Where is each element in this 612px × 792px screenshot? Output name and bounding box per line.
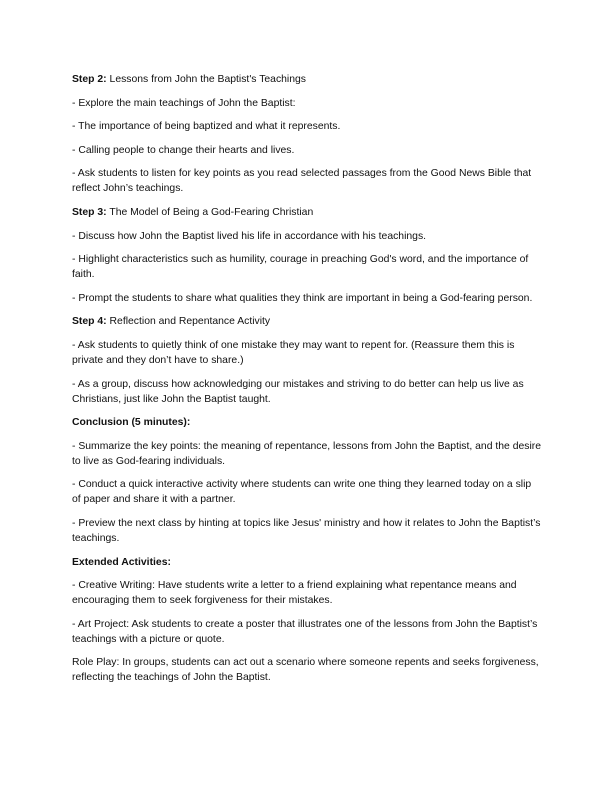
step-4-item-1: - Ask students to quietly think of one mistake they may want to repent for. (Reassure them this is private and they don’t have to share.) (72, 339, 515, 366)
extended-activities-heading: Extended Activities: (72, 556, 171, 568)
step-4-label: Step 4: (72, 316, 107, 328)
extended-item-3: Role Play: In groups, students can act out a scenario where someone repents and seeks forgiveness, reflecting the teachings of John the Baptist. (72, 657, 539, 684)
step-2-item-4: - Ask students to listen for key points as you read selected passages from the Good News Bible that reflect John’s teachings. (72, 168, 532, 195)
step-4-item-2: - As a group, discuss how acknowledging our mistakes and striving to do better can help us live as Christians, just like John the Baptist taught. (72, 378, 524, 405)
step-3-item-1: - Discuss how John the Baptist lived his life in accordance with his teachings. (72, 230, 427, 242)
step-3-item-3: - Prompt the students to share what qualities they think are important in being a God-fearing person. (72, 292, 533, 304)
step-2-item-3: - Calling people to change their hearts and lives. (72, 144, 295, 156)
conclusion-item-1: - Summarize the key points: the meaning of repentance, lessons from John the Baptist, and the desire to live as God-fearing individuals. (72, 440, 541, 467)
step-2-item-2: - The importance of being baptized and what it represents. (72, 121, 341, 133)
step-2-label: Step 2: (72, 74, 107, 85)
extended-item-2: - Art Project: Ask students to create a poster that illustrates one of the lessons from John the Baptist’s teachings with a picture or quote. (72, 618, 538, 645)
conclusion-item-2: - Conduct a quick interactive activity where students can write one thing they learned today on a slip of paper and share it with a partner. (72, 479, 532, 506)
document-page (72, 72, 542, 694)
step-3-heading (72, 205, 542, 220)
step-2-title: Lessons from John the Baptist's Teachings (106, 74, 306, 85)
step-3-title: The Model of Being a God-Fearing Christian (106, 206, 314, 218)
step-2-heading (72, 72, 542, 87)
conclusion-item-3: - Preview the next class by hinting at topics like Jesus' ministry and how it relates to John the Baptist’s teachings. (72, 517, 541, 544)
step-3-label: Step 3: (72, 206, 107, 218)
conclusion-heading: Conclusion (5 minutes): (72, 417, 191, 429)
step-4-title: Reflection and Repentance Activity (106, 316, 271, 328)
step-3-item-2: - Highlight characteristics such as humility, courage in preaching God's word, and the importance of faith. (72, 254, 529, 281)
extended-item-1: - Creative Writing: Have students write a letter to a friend explaining what repentance means and encouraging them to seek forgiveness for their mistakes. (72, 580, 517, 607)
step-2-item-1: - Explore the main teachings of John the Baptist: (72, 97, 296, 109)
step-4-heading (72, 314, 542, 329)
